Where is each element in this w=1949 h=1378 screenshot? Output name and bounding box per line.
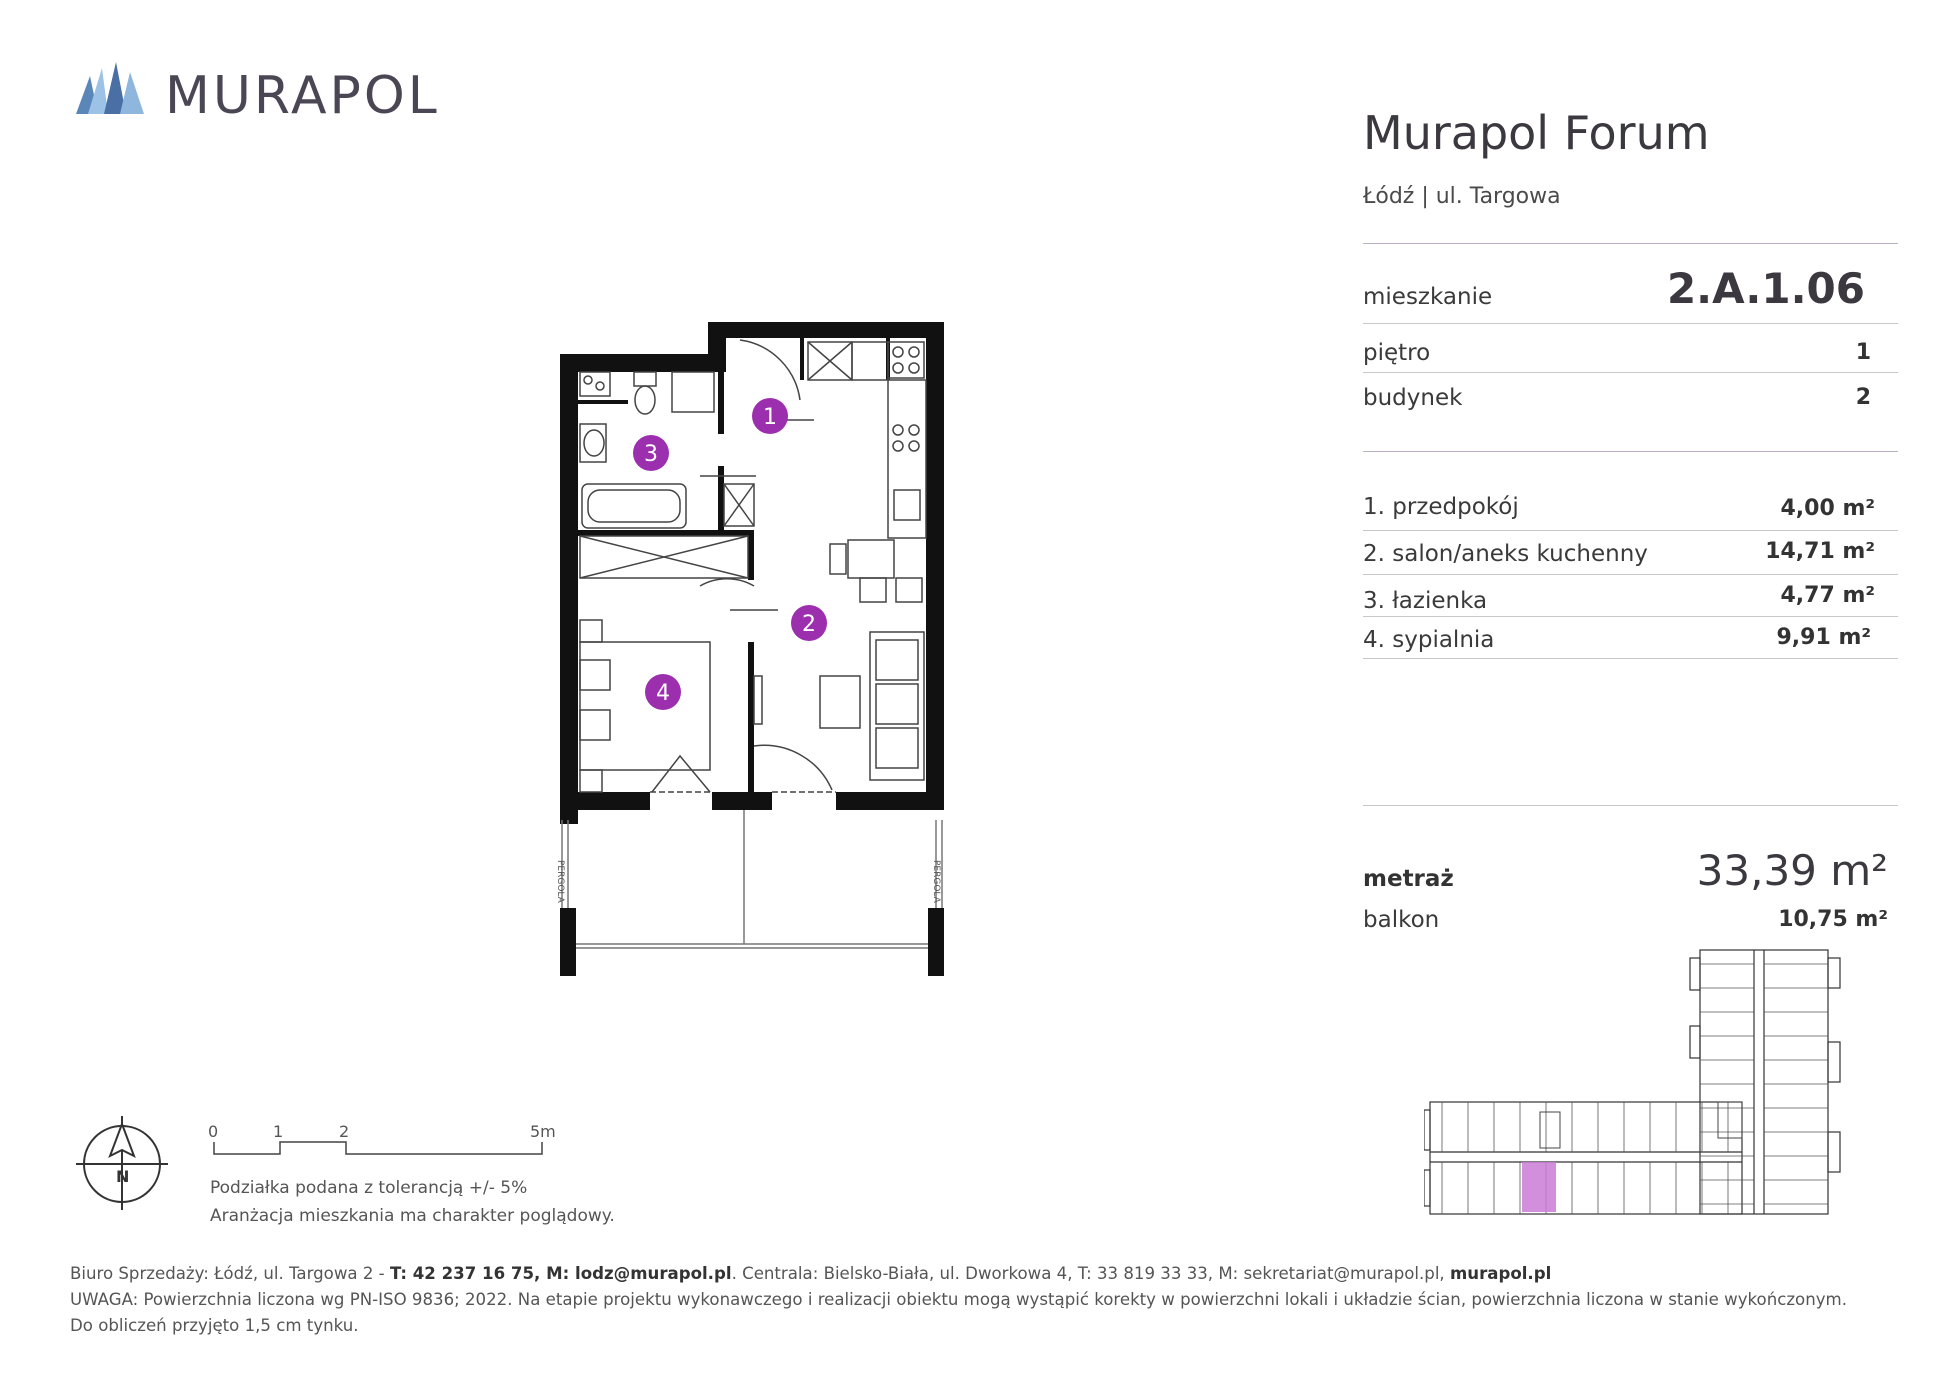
pergola-label: PERGOLA — [931, 860, 941, 903]
divider — [1363, 372, 1898, 373]
room-2-area: 14,71 m² — [1765, 539, 1875, 564]
footer-office-contact: T: 42 237 16 75, M: lodz@murapol.pl — [389, 1264, 732, 1283]
floor-value: 1 — [1855, 340, 1871, 365]
room-marker-4 — [645, 674, 681, 710]
current-unit-highlight — [1522, 1162, 1556, 1212]
room-marker-2 — [791, 605, 827, 641]
apartment-number-label: mieszkanie — [1363, 284, 1493, 310]
project-title: Murapol Forum — [1363, 106, 1710, 160]
balcony-area: 10,75 m² — [1778, 907, 1888, 932]
room-4-area: 9,91 m² — [1776, 625, 1871, 650]
scale-tick-0: 0 — [208, 1122, 219, 1141]
room-marker-1 — [752, 398, 788, 434]
apartment-number: 2.A.1.06 — [1666, 264, 1865, 313]
divider — [1363, 530, 1898, 531]
svg-text:4: 4 — [656, 681, 670, 706]
footer-office: Biuro Sprzedaży: Łódź, ul. Targowa 2 - — [70, 1264, 390, 1283]
room-4-label: 4. sypialnia — [1363, 627, 1495, 653]
room-1-area: 4,00 m² — [1780, 496, 1875, 521]
room-3-area: 4,77 m² — [1780, 583, 1875, 608]
room-1-label: 1. przedpokój — [1363, 494, 1519, 520]
footer-hq: . Centrala: Bielsko-Biała, ul. Dworkowa 4, T: 33 819 33 33, M: sekretariat@murapol.pl, — [731, 1264, 1450, 1283]
compass-icon — [72, 1112, 172, 1212]
pergola-label-left: PERGOLA — [555, 860, 565, 903]
total-area-value: 33,39 m² — [1696, 846, 1888, 895]
svg-text:2: 2 — [802, 612, 816, 637]
divider — [1363, 451, 1898, 452]
svg-text:3: 3 — [644, 442, 658, 467]
room-3-label: 3. łazienka — [1363, 588, 1488, 614]
room-2-label: 2. salon/aneks kuchenny — [1363, 541, 1648, 567]
scale-tick-1: 1 — [273, 1122, 284, 1141]
total-area-label: metraż — [1363, 866, 1454, 892]
arrangement-note: Aranżacja mieszkania ma charakter poglądowy. — [210, 1206, 615, 1226]
murapol-logo-icon — [76, 62, 146, 114]
building-label: budynek — [1363, 385, 1463, 411]
svg-text:1: 1 — [763, 405, 777, 430]
divider — [1363, 323, 1898, 324]
building-value: 2 — [1855, 385, 1871, 410]
divider — [1363, 243, 1898, 244]
footer-plaster-note: Do obliczeń przyjęto 1,5 cm tynku. — [70, 1316, 359, 1335]
balcony-label: balkon — [1363, 907, 1440, 933]
compass-north-label: N — [116, 1167, 130, 1186]
room-marker-3 — [633, 435, 669, 471]
divider — [1363, 658, 1898, 659]
project-location: Łódź | ul. Targowa — [1363, 184, 1561, 209]
scale-tick-2: 2 — [339, 1122, 350, 1141]
floor-label: piętro — [1363, 340, 1431, 366]
divider — [1363, 574, 1898, 575]
scale-tolerance-note: Podziałka podana z tolerancją +/- 5% — [210, 1178, 528, 1198]
footer-disclaimer: UWAGA: Powierzchnia liczona wg PN-ISO 9836; 2022. Na etapie projektu wykonawczego i realizacji obiektu mogą wystąpić korekty w powierzchni lokali i układzie ścian, powierzchnia liczona w stanie wykończonym. — [70, 1290, 1847, 1309]
footer-contact — [70, 1264, 1551, 1283]
scale-bar — [200, 1118, 570, 1158]
brand-logo — [76, 62, 440, 126]
scale-tick-5m: 5m — [530, 1122, 556, 1141]
building-key-plan — [1424, 946, 1844, 1222]
divider — [1363, 616, 1898, 617]
divider — [1363, 805, 1898, 806]
brand-name: MURAPOL — [165, 66, 440, 126]
footer-website-link[interactable]: murapol.pl — [1449, 1264, 1552, 1283]
floor-plan — [550, 318, 960, 978]
